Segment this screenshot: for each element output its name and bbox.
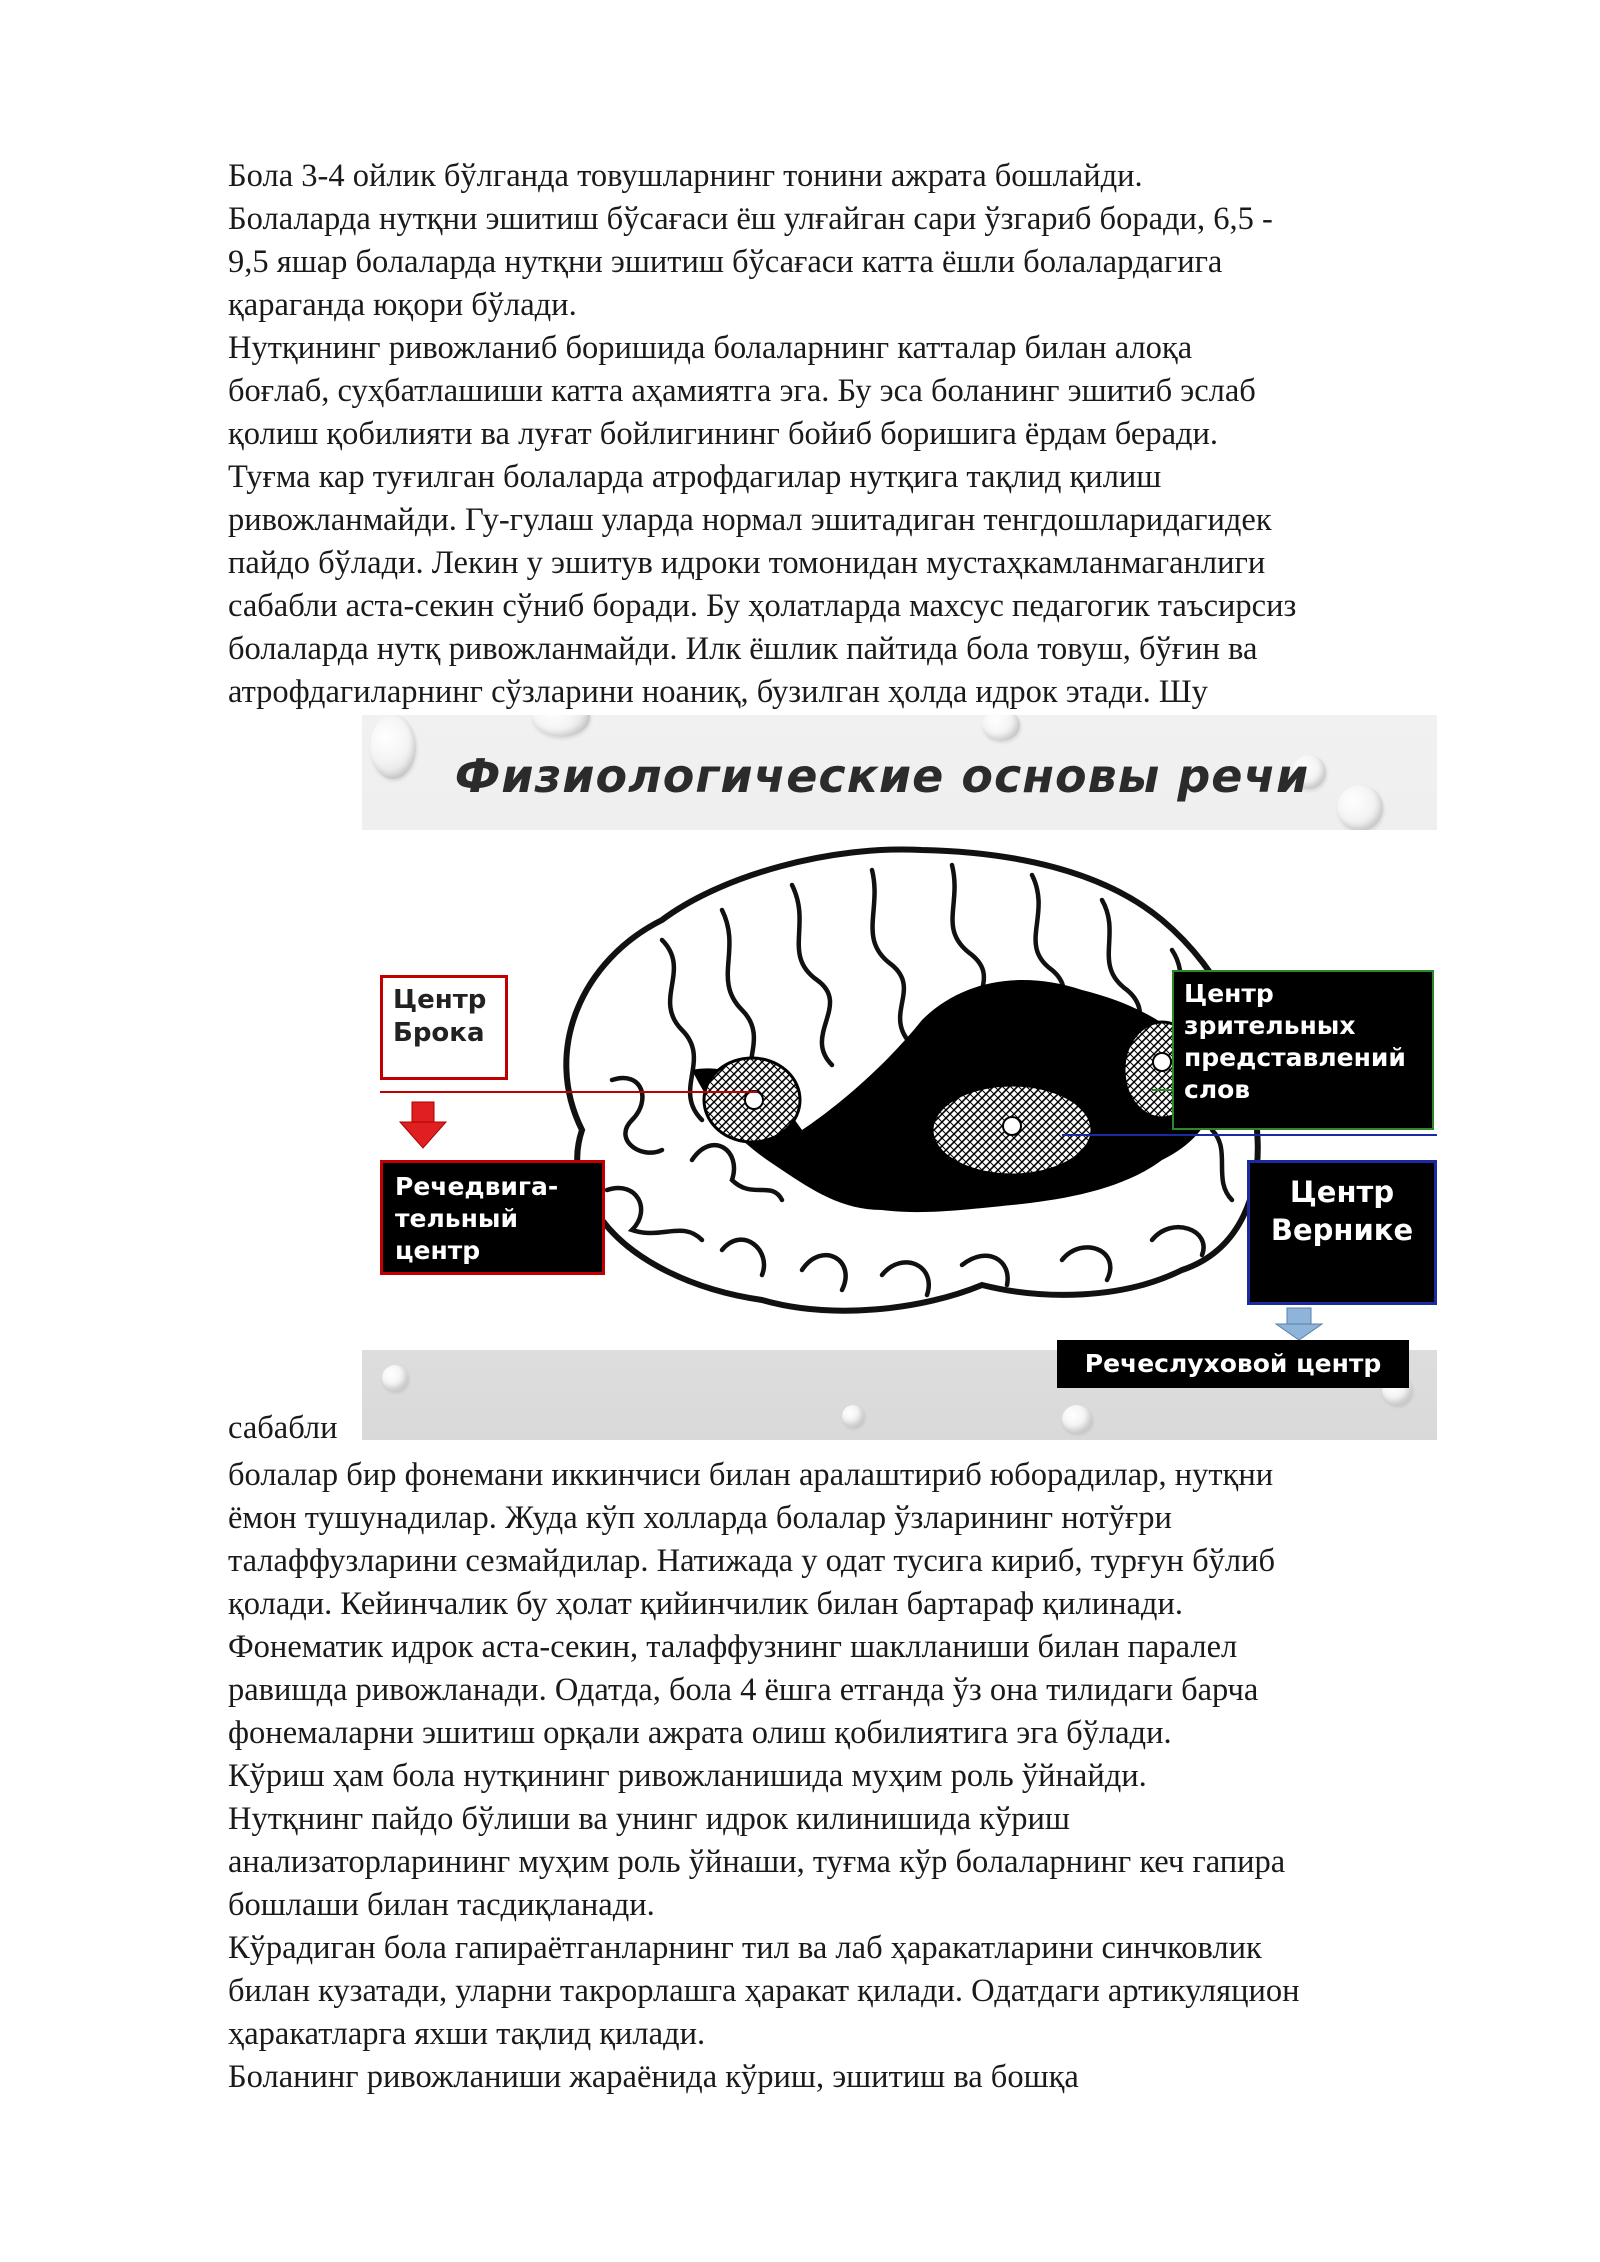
label-line: представлений: [1184, 1043, 1406, 1072]
label-line: Центр: [393, 985, 487, 1015]
label-line: центр: [395, 1236, 481, 1265]
text-line: Фонематик идрок аста-секин, талаффузнинг шаклланиши билан паралел: [228, 1629, 1238, 1665]
water-drop-decoration: [982, 715, 1020, 741]
label-line: тельный: [395, 1204, 518, 1233]
text-line: талаффузларини сезмайдилар. Натижада у одат тусига кириб, турғун бўлиб: [228, 1543, 1275, 1579]
label-line: Вернике: [1270, 1213, 1414, 1247]
label-visual-word-center: [1172, 970, 1434, 1130]
text-line: бошлаши билан тасдиқланади.: [228, 1887, 655, 1923]
text-line: сабабли: [228, 1410, 338, 1446]
label-broca-center: [380, 975, 508, 1080]
text-line: болалар бир фонемани иккинчиси билан аралаштириб юборадилар, нутқни: [228, 1457, 1274, 1493]
text-line: 9,5 яшар болаларда нутқни эшитиш бўсағаси катта ёшли болалардагига: [228, 244, 1223, 280]
label-line: зрительных: [1184, 1011, 1356, 1040]
text-line: қолиш қобилияти ва луғат бойлигининг бойиб боришига ёрдам беради.: [228, 416, 1219, 452]
text-line: равишда ривожланади. Одатда, бола 4 ёшга етганда ўз она тилидаги барча: [228, 1672, 1259, 1708]
text-line: атрофдагиларнинг сўзларини ноаниқ, бузилган ҳолда идрок этади. Шу: [228, 674, 1208, 710]
label-speech-motor-center: [380, 1160, 605, 1275]
text-line: ривожланмайди. Гу-гулаш уларда нормал эшитадиган тенгдошларидагидек: [228, 502, 1272, 538]
water-drop-decoration: [382, 1365, 408, 1391]
text-line: болаларда нутқ ривожланмайди. Илк ёшлик пайтида бола товуш, бўғин ва: [228, 631, 1258, 667]
text-line: қараганда юқори бўлади.: [228, 287, 577, 323]
brain-diagram-panel: [362, 830, 1437, 1350]
text-line: Кўриш ҳам бола нутқининг ривожланишида муҳим роль ўйнайди.: [228, 1758, 1147, 1794]
red-arrow-down-icon: [400, 1102, 446, 1148]
label-speech-auditory-center: Речеслуховой центр: [1057, 1340, 1409, 1388]
text-line: анализаторларининг муҳим роль ўйнаши, туғма кўр болаларнинг кеч гапира: [228, 1844, 1286, 1880]
label-line: Брока: [393, 1018, 485, 1048]
label-wernicke-center: [1247, 1160, 1437, 1305]
text-line: Кўрадиган бола гапираётганларнинг тил ва лаб ҳаракатларини синчковлик: [228, 1930, 1262, 1966]
brain-figure: [362, 715, 1437, 1440]
label-line: Центр: [1184, 979, 1274, 1008]
text-block-top: [228, 155, 1478, 714]
label-line: Центр: [1289, 1175, 1395, 1209]
water-drop-decoration: [842, 1405, 864, 1427]
text-line: сабабли аста-секин сўниб боради. Бу ҳолатларда махсус педагогик таъсирсиз: [228, 588, 1297, 624]
figure-title: Физиологические основы речи: [454, 749, 1310, 803]
text-line: Нутқининг ривожланиб боришида болаларнинг катталар билан алоқа: [228, 330, 1193, 366]
text-line: Нутқнинг пайдо бўлиши ва унинг идрок килинишида кўриш: [228, 1801, 1070, 1837]
text-block-bottom: [228, 1454, 1478, 2099]
text-line: Боланинг ривожланиши жараёнида кўриш, эшитиш ва бошқа: [228, 2059, 1079, 2095]
text-line: Болаларда нутқни эшитиш бўсағаси ёш улғайган сари ўзгариб боради, 6,5 -: [228, 201, 1273, 237]
text-line: Бола 3-4 ойлик бўлганда товушларнинг тонини ажрата бошлайди.: [228, 158, 1143, 194]
text-line: ҳаракатларга яхши тақлид қилади.: [228, 2016, 706, 2052]
text-line: билан кузатади, уларни такрорлашга ҳаракат қилади. Одатдаги артикуляцион: [228, 1973, 1300, 2009]
blue-arrow-down-icon: [1276, 1308, 1322, 1340]
text-line: қолади. Кейинчалик бу ҳолат қийинчилик билан бартараф қилинади.: [228, 1586, 1183, 1622]
label-line: Речедвига-: [395, 1172, 559, 1201]
text-line: Туғма кар туғилган болаларда атрофдагилар нутқига тақлид қилиш: [228, 459, 1162, 495]
water-drop-decoration: [532, 715, 590, 737]
text-line: фонемаларни эшитиш орқали ажрата олиш қобилиятига эга бўлади.: [228, 1715, 1172, 1751]
text-line: ёмон тушунадилар. Жуда кўп холларда болалар ўзларининг нотўғри: [228, 1500, 1172, 1536]
text-line: боғлаб, суҳбатлашиши катта аҳамиятга эга. Бу эса боланинг эшитиб эслаб: [228, 373, 1256, 409]
text-line: пайдо бўлади. Лекин у эшитув идроки томонидан мустаҳкамланмаганлиги: [228, 545, 1266, 581]
label-line: слов: [1184, 1075, 1251, 1104]
water-drop-decoration: [1062, 1405, 1092, 1433]
